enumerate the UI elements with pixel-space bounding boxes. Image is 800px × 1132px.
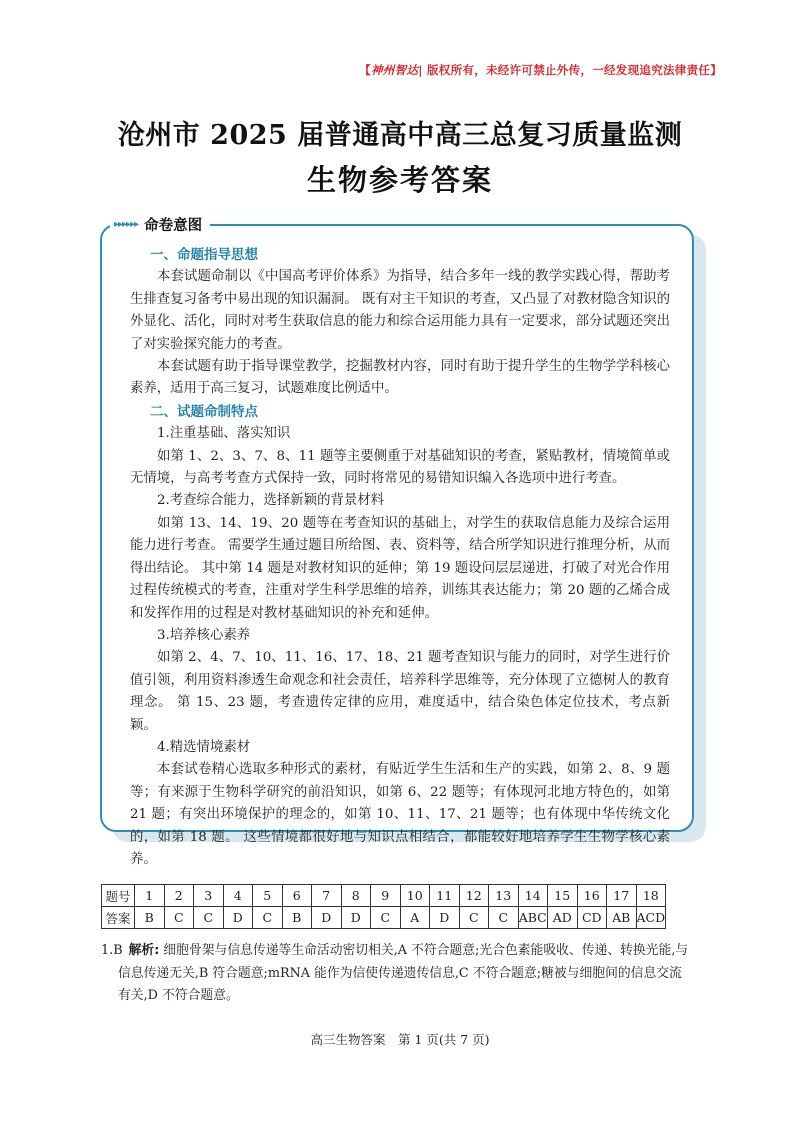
copyright-open: 【 [359, 63, 371, 77]
question-number-cell: 3 [194, 885, 224, 907]
copyright-text: | 版权所有，未经许可禁止外传，一经发现追究法律责任 [418, 63, 711, 77]
answer-table-number-row [102, 885, 666, 907]
answer-cell: A [400, 907, 430, 929]
answer-cell: AB [607, 907, 637, 929]
answer-cell: C [371, 907, 401, 929]
explanation-line [101, 940, 711, 963]
page-footer: 高三生物答案 第 1 页(共 7 页) [310, 1032, 490, 1047]
answer-cell: ABC [518, 907, 548, 929]
question-number-cell: 16 [577, 885, 607, 907]
answer-cell: D [341, 907, 371, 929]
question-number-cell: 6 [282, 885, 312, 907]
answer-cell: ACD [636, 907, 666, 929]
paragraph: 本套试卷精心选取多种形式的素材，有贴近学生生活和生产的实践，如第 2、8、9 题等；有来源于生物科学研究的前沿知识，如第 6、22 题等；有体现河北地方特色的，如第 21 题；有突出环境保护的理念的，如第 10、11、17、21 题等；也有体现中华传统文化的，如第 18 题。 这些情境都很好地与知识点相结合，都能较好地培养学生生物学核心素养。 [130, 762, 670, 867]
explanation [101, 940, 711, 1008]
question-number-cell: 17 [607, 885, 637, 907]
answer-cell: D [312, 907, 342, 929]
answer-cell: D [223, 907, 253, 929]
explanation-line: 信息传递无关,B 符合题意;mRNA 能作为信使传递遗传信息,C 不符合题意;糖被与细胞间的信息交流 [118, 965, 682, 981]
paragraph: 如第 2、4、7、10、11、16、17、18、21 题考查知识与能力的同时，对学生进行价值引领，利用资料渗透生命观念和社会责任，培养科学思维等，充分体现了立德树人的教育理念。 第 15、23 题，考查遗传定律的应用，难度适中，结合染色体定位技术，考点新颖。 [130, 650, 670, 733]
question-number-cell: 4 [223, 885, 253, 907]
document-subtitle: 生物参考答案 [306, 163, 493, 197]
intent-content [130, 244, 670, 871]
answer-cell: D [430, 907, 460, 929]
question-number-cell: 1 [135, 885, 165, 907]
row-label: 答案 [102, 907, 135, 929]
document-title: 沧州市 2025 届普通高中高三总复习质量监测 [117, 120, 683, 151]
section-heading: 二、试题命制特点 [150, 403, 258, 420]
question-number-cell: 12 [459, 885, 489, 907]
answer-cell: C [194, 907, 224, 929]
paragraph: 如第 1、2、3、7、8、11 题等主要侧重于对基础知识的考查，紧贴教材，情境简单或无情境，与高考考查方式保持一致，同时将常见的易错知识编入各选项中进行考查。 [130, 448, 670, 487]
answer-cell: CD [577, 907, 607, 929]
question-number-cell: 11 [430, 885, 460, 907]
copyright-notice [359, 62, 722, 78]
arrow-bullets-icon: ▸▸▸▸▸▸ [114, 218, 139, 230]
answer-cell: C [459, 907, 489, 929]
explanation-line: 有关,D 不符合题意。 [118, 988, 239, 1003]
paragraph: 本套试题命制以《中国高考评价体系》为指导，结合多年一线的教学实践心得，帮助考生排查复习备考中易出现的知识漏洞。 既有对主干知识的考查，又凸显了对教材隐含知识的外显化、活化，同时对考生获取信息的能力和综合运用能力具有一定要求，部分试题还突出了对实验探究能力的考查。 [130, 269, 670, 352]
point-title: 1.注重基础、落实知识 [157, 426, 291, 442]
question-number: 1.B [101, 943, 123, 958]
paragraph: 本套试题有助于指导课堂教学，挖掘教材内容，同时有助于提升学生的生物学学科核心素养，适用于高三复习，试题难度比例适中。 [130, 359, 670, 397]
section-heading: 一、命题指导思想 [150, 247, 258, 263]
question-number-cell: 18 [636, 885, 666, 907]
explanation-tag: 解析: [128, 943, 160, 958]
question-number-cell: 14 [518, 885, 548, 907]
question-number-cell: 5 [253, 885, 283, 907]
answer-cell: B [282, 907, 312, 929]
point-title: 4.精选情境素材 [157, 739, 251, 755]
answer-cell: C [489, 907, 519, 929]
intent-box-label [110, 212, 210, 236]
point-title: 3.培养核心素养 [157, 627, 251, 643]
answer-cell: B [135, 907, 165, 929]
answer-table-answer-row [102, 907, 666, 929]
brand-logo-text: 神州智达 [371, 63, 419, 77]
answer-table [101, 884, 666, 929]
question-number-cell: 7 [312, 885, 342, 907]
question-number-cell: 2 [164, 885, 194, 907]
question-number-cell: 8 [341, 885, 371, 907]
copyright-close: 】 [710, 63, 722, 77]
question-number-cell: 15 [548, 885, 578, 907]
question-number-cell: 10 [400, 885, 430, 907]
explanation-text: 细胞骨架与信息传递等生命活动密切相关,A 不符合题意;光合色素能吸收、传递、转换光能,与 [163, 943, 689, 958]
answer-cell: C [253, 907, 283, 929]
paragraph: 如第 13、14、19、20 题等在考查知识的基础上，对学生的获取信息能力及综合运用能力进行考查。 需要学生通过题目所给图、表、资料等，结合所学知识进行推理分析，从而得出结论。 其中第 14 题是对教材知识的延伸；第 19 题设问层层递进，打破了对光合作用过程传统模式的考查，注重对学生科学思维的培养，训练其表达能力；第 20 题的乙烯合成和发挥作用的过程是对教材基础知识的补充和延伸。 [130, 515, 670, 621]
row-label: 题号 [102, 885, 135, 907]
answer-cell: C [164, 907, 194, 929]
question-number-cell: 13 [489, 885, 519, 907]
intent-label-text: 命卷意图 [144, 217, 203, 234]
answer-cell: AD [548, 907, 578, 929]
question-number-cell: 9 [371, 885, 401, 907]
point-title: 2.考查综合能力，选择新颖的背景材料 [157, 493, 385, 509]
